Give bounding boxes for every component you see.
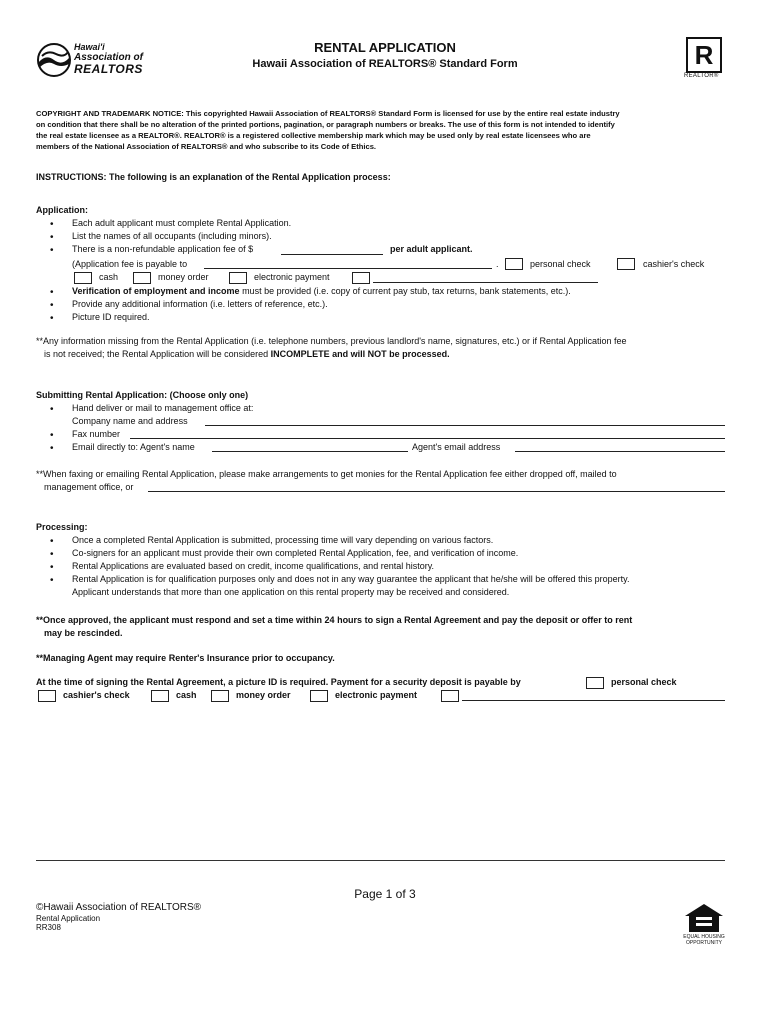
processing-heading: Processing: [36,522,88,532]
deposit-cash-label: cash [176,690,197,700]
fee-money-order-label: money order [158,272,209,282]
fee-money-order-checkbox[interactable] [133,272,151,284]
deposit-payment-text: At the time of signing the Rental Agreement, a picture ID is required. Payment for a security deposit is payable by [36,677,521,687]
incomplete-warning: INCOMPLETE and will NOT be processed. [270,349,450,359]
logo-line-1: Hawai'i [74,42,105,52]
fee-payable-label: (Application fee is payable to [72,259,188,269]
realtor-mark-logo [684,37,724,81]
submitting-item-1: Hand deliver or mail to management office at: [72,403,254,413]
company-name-label: Company name and address [72,416,188,426]
footer-form-name: Rental Application [36,914,101,923]
bullet: • [50,536,54,547]
deposit-money-order-checkbox[interactable] [211,690,229,702]
fee-payee-period: . [496,259,499,269]
deposit-personal-check-checkbox[interactable] [586,677,604,689]
bullet: • [50,232,54,243]
fee-electronic-payment-checkbox[interactable] [229,272,247,284]
bullet: • [50,430,54,441]
application-heading: Application: [36,205,88,215]
application-fee-suffix: per adult applicant. [390,244,473,254]
fee-cash-label: cash [99,272,119,282]
deposit-cashiers-check-checkbox[interactable] [38,690,56,702]
application-item-2: List the names of all occupants (including minors). [72,231,272,241]
approved-note-line-1: **Once approved, the applicant must respond and set a time within 24 hours to sign a Rental Agreement and pay the deposit or offer to rent [36,615,633,625]
deposit-cash-checkbox[interactable] [151,690,169,702]
bullet: • [50,575,54,586]
application-item-6: Picture ID required. [72,312,150,322]
company-name-field[interactable] [205,425,725,426]
missing-info-text: is not received; the Rental Application will be considered [44,349,269,359]
realtor-r-icon: R [686,37,722,73]
page-title: RENTAL APPLICATION [314,40,456,55]
application-fee-label: There is a non-refundable application fee of $ [72,244,254,254]
bullet: • [50,562,54,573]
application-item-1: Each adult applicant must complete Rental Application. [72,218,292,228]
bullet: • [50,245,54,256]
fax-note-line-2: management office, or [44,482,134,492]
realtor-mark-text: REALTOR® [684,73,719,79]
fee-payee-field[interactable] [204,268,492,269]
processing-item-1: Once a completed Rental Application is submitted, processing time will vary depending on various factors. [72,535,494,545]
processing-item-2: Co-signers for an applicant must provide their own completed Rental Application, fee, and verification of income. [72,548,519,558]
agent-email-label: Agent's email address [412,442,501,452]
fee-cash-checkbox[interactable] [74,272,92,284]
equal-housing-icon [683,902,725,934]
fee-delivery-field[interactable] [148,491,725,492]
bullet: • [50,443,54,454]
footer-copyright: ©Hawaii Association of REALTORS® [36,902,201,913]
processing-item-3: Rental Applications are evaluated based on credit, income qualifications, and rental history. [72,561,435,571]
fee-cashiers-check-checkbox[interactable] [617,258,635,270]
insurance-note: **Managing Agent may require Renter's Insurance prior to occupancy. [36,653,335,663]
copyright-line-1: COPYRIGHT AND TRADEMARK NOTICE: This copyrighted Hawaii Association of REALTORS® Standard Form is licensed for use by the entire real estate industry [36,109,620,118]
bullet: • [50,404,54,415]
deposit-other-checkbox[interactable] [441,690,459,702]
page-number: Page 1 of 3 [354,887,416,901]
verification-bold-text: Verification of employment and income [72,286,240,296]
equal-housing-text-2: OPPORTUNITY [685,940,723,946]
fee-personal-check-label: personal check [530,259,591,269]
deposit-electronic-payment-checkbox[interactable] [310,690,328,702]
fee-electronic-payment-label: electronic payment [254,272,330,282]
copyright-line-4: members of the National Association of REALTORS® and who subscribe to its Code of Ethics. [36,142,377,151]
bullet: • [50,549,54,560]
agent-name-field[interactable] [212,451,408,452]
logo-line-3: REALTORS [74,62,143,76]
copyright-line-3: the real estate licensee as a REALTOR®. REALTOR® is a registered collective membership mark which may be used only by real estate licensees who are [36,131,591,140]
verification-text: must be provided (i.e. copy of current pay stub, tax returns, bank statements, etc.). [242,286,571,296]
fax-number-label: Fax number [72,429,121,439]
submitting-heading: Submitting Rental Application: (Choose only one) [36,390,249,400]
equal-housing-logo [683,902,725,948]
fax-note-line-1: **When faxing or emailing Rental Application, please make arrangements to get monies for the Rental Application fee either dropped off, mailed to [36,469,617,479]
bullet: • [50,287,54,298]
deposit-other-field[interactable] [462,700,725,701]
copyright-notice [36,108,620,152]
fee-other-field[interactable] [373,282,598,283]
deposit-electronic-payment-label: electronic payment [335,690,418,700]
agent-name-label: Email directly to: Agent's name [72,442,195,452]
deposit-personal-check-label: personal check [611,677,677,687]
equal-housing-text-1: EQUAL HOUSING [683,934,725,940]
missing-info-note-line-2 [44,348,450,360]
bullet: • [50,300,54,311]
page-subtitle: Hawaii Association of REALTORS® Standard Form [252,58,518,70]
processing-item-4-line-2: Applicant understands that more than one application on this rental property may be received and considered. [72,587,510,597]
application-item-4 [72,285,571,297]
fee-personal-check-checkbox[interactable] [505,258,523,270]
processing-item-4-line-1: Rental Application is for qualification purposes only and does not in any way guarantee the applicant that he/she will be offered this property. [72,574,630,584]
missing-info-note-line-1: **Any information missing from the Rental Application (i.e. telephone numbers, previous landlord's name, signatures, etc.) or if Rental Application fee [36,336,627,346]
approved-note-line-2: may be rescinded. [44,628,123,638]
deposit-money-order-label: money order [236,690,291,700]
copyright-line-2: on condition that there shall be no alteration of the printed portions, pagination, or paragraph numbers or breaks. The use of this form is not intended to identify [36,120,615,129]
footer-divider [36,860,725,861]
fee-cashiers-check-label: cashier's check [643,259,705,269]
application-fee-amount-field[interactable] [281,254,383,255]
logo-line-2: Association of [74,52,143,63]
fee-other-checkbox[interactable] [352,272,370,284]
instructions-heading: INSTRUCTIONS: The following is an explanation of the Rental Application process: [36,172,391,182]
deposit-cashiers-check-label: cashier's check [63,690,130,700]
footer-form-code: RR308 [36,923,61,932]
fax-number-field[interactable] [130,438,725,439]
agent-email-field[interactable] [515,451,725,452]
bullet: • [50,313,54,324]
bullet: • [50,219,54,230]
application-item-5: Provide any additional information (i.e. letters of reference, etc.). [72,299,328,309]
